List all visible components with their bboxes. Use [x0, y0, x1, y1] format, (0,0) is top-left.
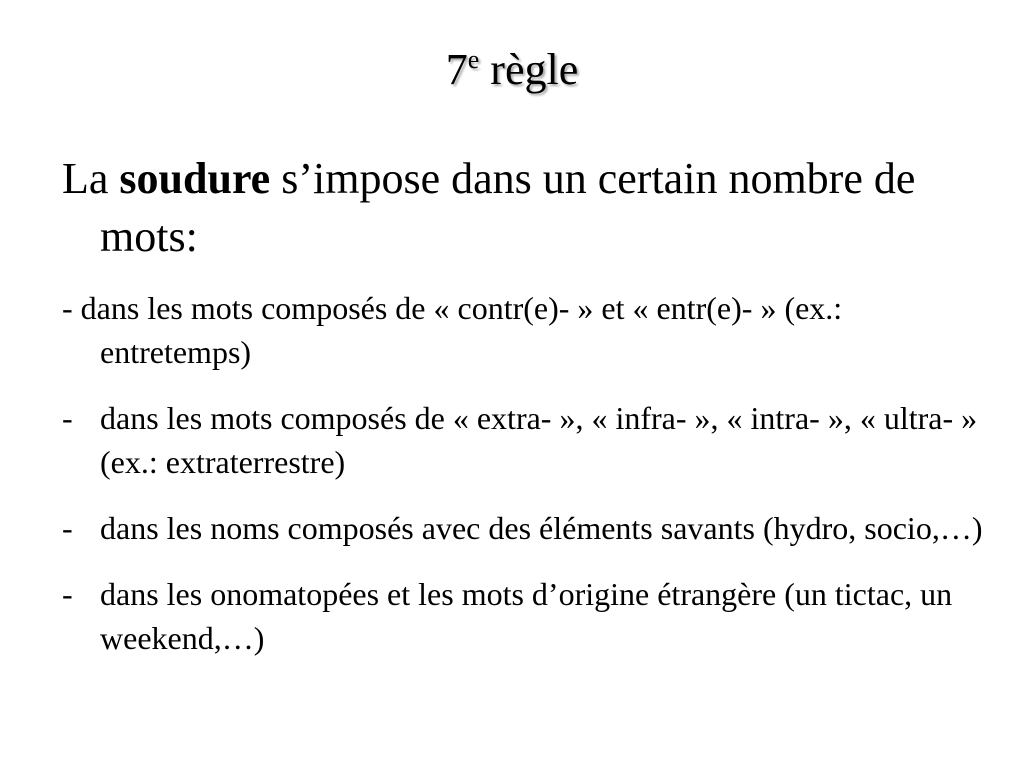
list-item-text: dans les noms composés avec des éléments savants (hydro, socio,…)	[100, 510, 983, 546]
list-item-text: dans les mots composés de « contr(e)- » et « entr(e)- » (ex.: entretemps)	[80, 290, 843, 370]
list-item-text: dans les onomatopées et les mots d’origine étrangère (un tictac, un weekend,…)	[100, 576, 953, 656]
intro-bold-term: soudure	[119, 154, 271, 203]
list-item-marker: -	[62, 400, 73, 436]
slide-title	[0, 40, 1024, 106]
title-number: 7	[445, 45, 468, 94]
list-item	[62, 286, 992, 374]
rule-list	[62, 286, 992, 682]
list-item-text: dans les mots composés de « extra- », « infra- », « intra- », « ultra- » (ex.: extraterrestre)	[100, 400, 978, 480]
list-item	[62, 396, 992, 484]
list-item-marker: -	[62, 290, 81, 326]
list-item-marker: -	[62, 510, 73, 546]
list-item-marker: -	[62, 576, 73, 612]
intro-suffix: s’impose dans un certain nombre de mots:	[100, 154, 916, 261]
intro-prefix: La	[62, 154, 109, 203]
title-word: règle	[490, 45, 579, 94]
title-superscript: e	[467, 45, 480, 74]
list-item	[62, 506, 992, 550]
intro-paragraph	[62, 150, 1020, 266]
list-item	[62, 572, 992, 660]
